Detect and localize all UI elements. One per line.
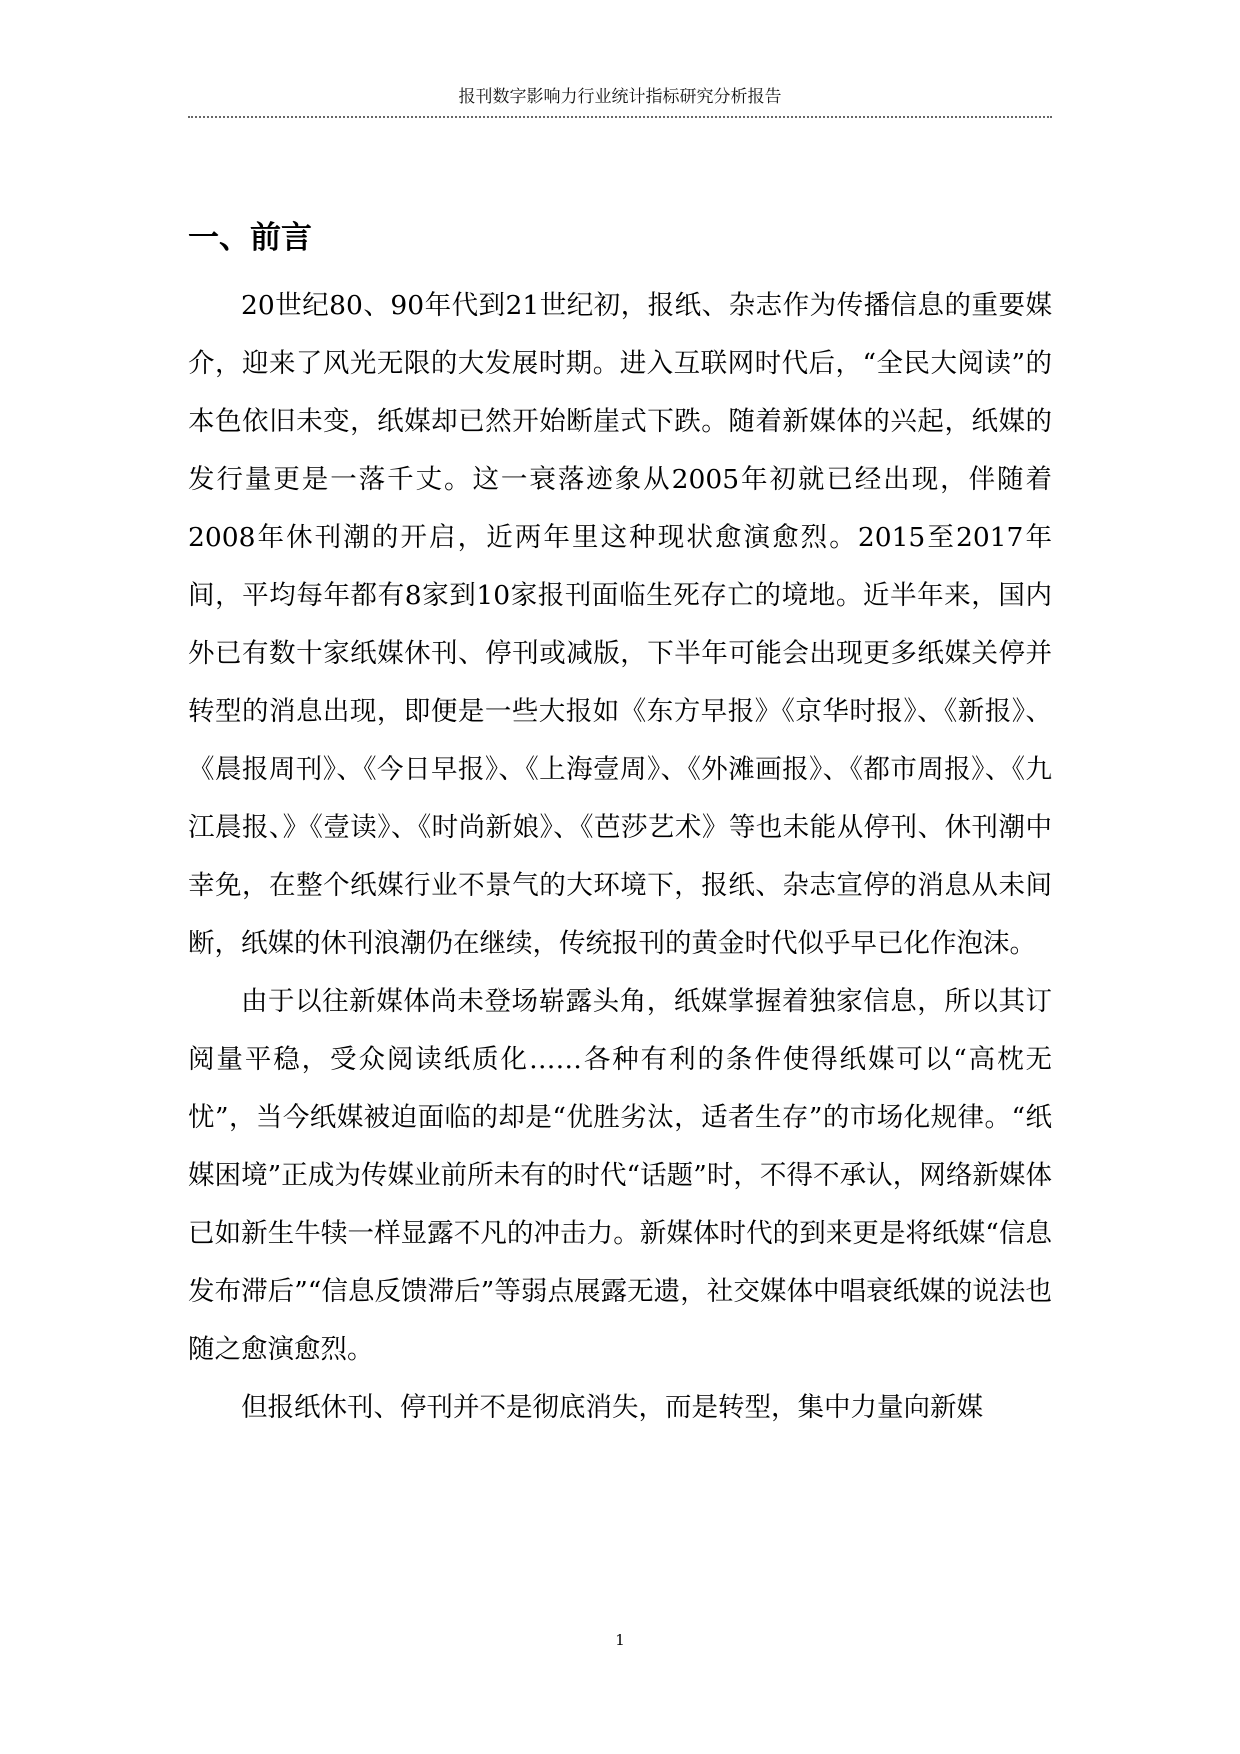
paragraph: 由于以往新媒体尚未登场崭露头角，纸媒掌握着独家信息，所以其订阅量平稳，受众阅读纸质化……各种有利的条件使得纸媒可以“高枕无忧”，当今纸媒被迫面临的却是“优胜劣汰，适者生存”的市场化规律。“纸媒困境”正成为传媒业前所未有的时代“话题”时，不得不承认，网络新媒体已如新生牛犊一样显露不凡的冲击力。新媒体时代的到来更是将纸媒“信息发布滞后”“信息反馈滞后”等弱点展露无遗，社交媒体中唱衰纸媒的说法也随之愈演愈烈。: [188, 986, 1052, 1365]
body-text: [188, 277, 1052, 1437]
page-number: 1: [615, 1631, 625, 1649]
section-heading: 一、前言: [188, 220, 312, 256]
paragraph: 但报纸休刊、停刊并不是彻底消失，而是转型，集中力量向新媒: [241, 1392, 983, 1423]
page-header: [188, 82, 1052, 118]
header-title: 报刊数字影响力行业统计指标研究分析报告: [458, 87, 782, 107]
paragraph: 20世纪80、90年代到21世纪初，报纸、杂志作为传播信息的重要媒介，迎来了风光无限的大发展时期。进入互联网时代后，“全民大阅读”的本色依旧未变，纸媒却已然开始断崖式下跌。随着新媒体的兴起，纸媒的发行量更是一落千丈。这一衰落迹象从2005年初就已经出现，伴随着2008年休刊潮的开启，近两年里这种现状愈演愈烈。2015至2017年间，平均每年都有8家到10家报刊面临生死存亡的境地。近半年来，国内外已有数十家纸媒休刊、停刊或减版，下半年可能会出现更多纸媒关停并转型的消息出现，即便是一些大报如《东方早报》《京华时报》、《新报》、《晨报周刊》、《今日早报》、《上海壹周》、《外滩画报》、《都市周报》、《九江晨报、》《壹读》、《时尚新娘》、《芭莎艺术》等也未能从停刊、休刊潮中幸免，在整个纸媒行业不景气的大环境下，报纸、杂志宣停的消息从未间断，纸媒的休刊浪潮仍在继续，传统报刊的黄金时代似乎早已化作泡沫。: [188, 290, 1052, 959]
